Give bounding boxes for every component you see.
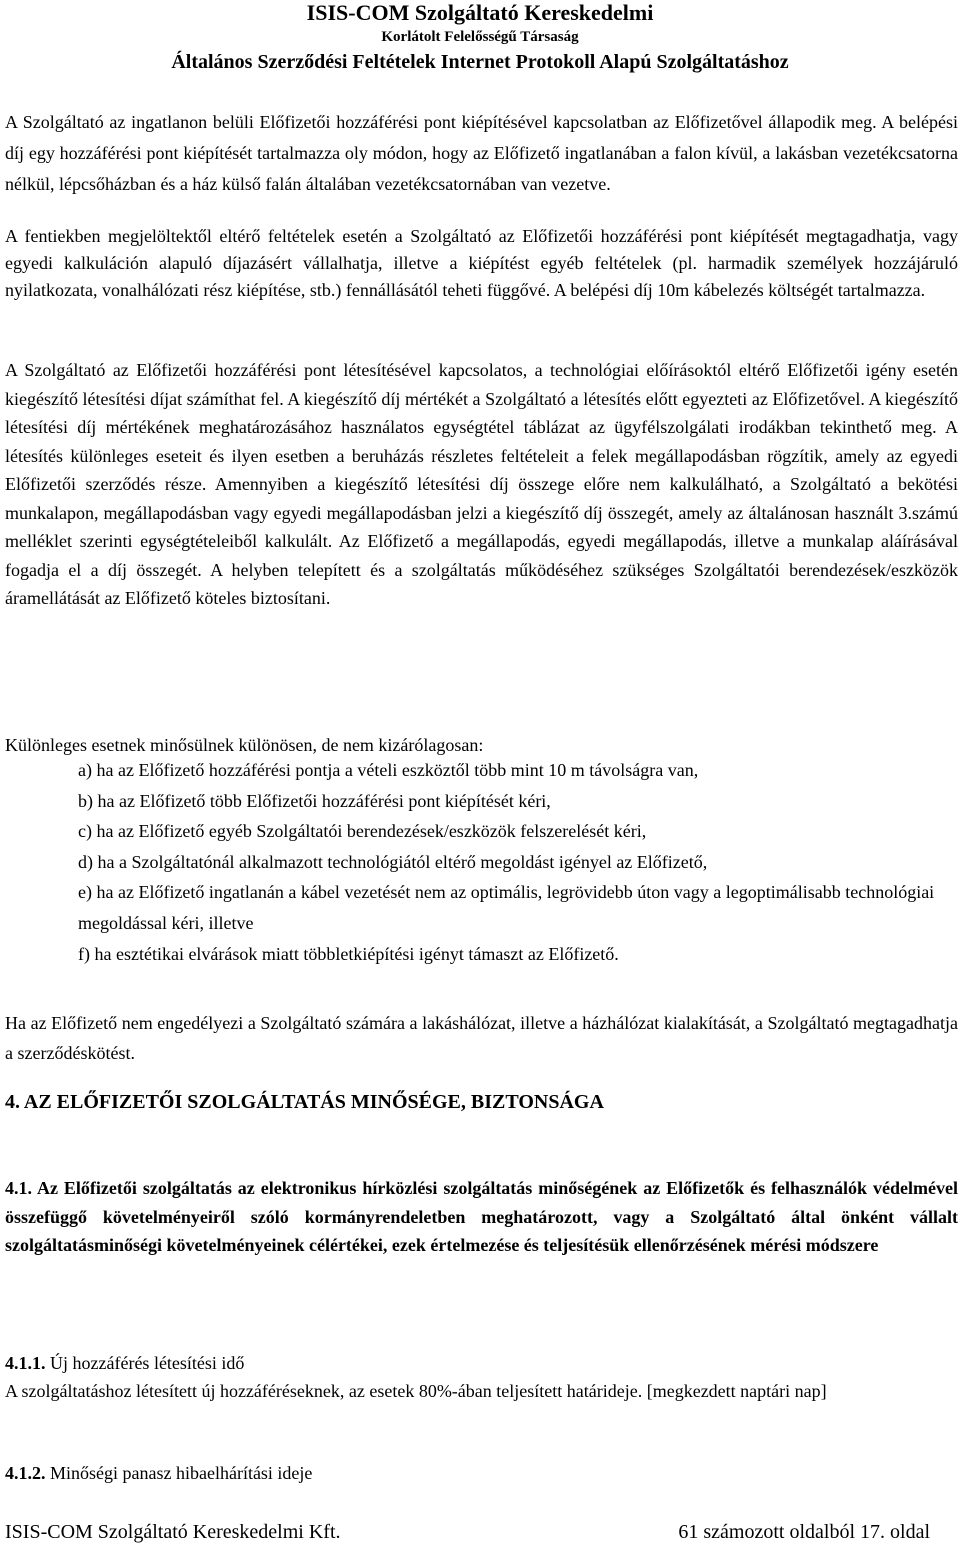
- subsection-4-1-1-heading: [5, 1349, 958, 1377]
- footer-company: ISIS-COM Szolgáltató Kereskedelmi Kft.: [5, 1521, 341, 1543]
- list-item: c) ha az Előfizető egyéb Szolgáltatói berendezések/eszközök felszerelését kéri,: [78, 821, 647, 842]
- subsection-4-1-1: [5, 1349, 958, 1405]
- subsection-4-1-1-text: A szolgáltatáshoz létesített új hozzáféréseknek, az esetek 80%-ában teljesített határideje. [megkezdett naptári nap]: [5, 1381, 827, 1401]
- paragraph-special-cases-intro: Különleges esetnek minősülnek különösen, de nem kizárólagosan:: [5, 735, 484, 755]
- subsection-heading-4-1: 4.1. Az Előfizetői szolgáltatás az elektronikus hírközlési szolgáltatás minőségének az Előfizetők és felhasználók védelmével összefüggő követelményeiről szóló kormányrendeletben meghatározott, vagy a Szolgáltató által önként vállalt szolgáltatásminőségi követelményeinek célértékei, ezek értelmezése és teljesítésük ellenőrzésének mérési módszere: [5, 1178, 958, 1255]
- subsection-4-1-2: [5, 1459, 958, 1487]
- paragraph-access-point: A Szolgáltató az ingatlanon belüli Előfizetői hozzáférési pont kiépítésével kapcsolatban az Előfizetővel állapodik meg. A belépési díj egy hozzáférési pont kiépítését tartalmazza oly módon, hogy az Előfizető ingatlanában a falon kívül, a lakásban vezetékcsatorna nélkül, lépcsőházban és a ház külső falán általában vezetékcsatornában van vezetve.: [5, 112, 958, 194]
- paragraph-network-refusal: Ha az Előfizető nem engedélyezi a Szolgáltató számára a lakáshálózat, illetve a házhálózat kialakítását, a Szolgáltató megtagadhatja a szerződéskötést.: [5, 1013, 958, 1063]
- section-heading-4: 4. AZ ELŐFIZETŐI SZOLGÁLTATÁS MINŐSÉGE, BIZTONSÁGA: [5, 1091, 604, 1113]
- paragraph-deviating-conditions: A fentiekben megjelöltektől eltérő feltételek esetén a Szolgáltató az Előfizetői hozzáférési pont kiépítését megtagadhatja, vagy egyedi kalkuláción alapuló díjazásért vállalhatja, illetve a kiépítést egyéb feltételek (pl. harmadik személyek hozzájáruló nyilatkozata, vonalhálózati rész kiépítése, stb.) fennállásától teheti függővé. A belépési díj 10m kábelezés költségét tartalmazza.: [5, 226, 958, 300]
- special-cases-list: [78, 755, 958, 969]
- list-item: b) ha az Előfizető több Előfizetői hozzáférési pont kiépítését kéri,: [78, 790, 551, 811]
- footer-page-number: 61 számozott oldalból 17. oldal: [678, 1521, 930, 1543]
- subsection-number: 4.1.1.: [5, 1353, 46, 1373]
- list-item: d) ha a Szolgáltatónál alkalmazott technológiától eltérő megoldást igényel az Előfizető,: [78, 851, 708, 872]
- list-item: f) ha esztétikai elvárások miatt többletkiépítési igényt támaszt az Előfizető.: [78, 943, 619, 964]
- subsection-number: 4.1.2.: [5, 1463, 46, 1483]
- paragraph-supplementary-fee: A Szolgáltató az Előfizetői hozzáférési pont létesítésével kapcsolatos, a technológiai előírásoktól eltérő Előfizetői igény esetén kiegészítő létesítési díjat számíthat fel. A kiegészítő díj mértékét a Szolgáltató a létesítés előtt egyezteti az Előfizetővel. A kiegészítő létesítési díj mértékének meghatározásához használatos egységtétel táblázat az ügyfélszolgálati irodákban tekinthető meg. A létesítés különleges eseteit és ilyen esetben a beruházás részletes feltételeit a felek megállapodásban rögzítik, amely az egyedi Előfizetői szerződés része. Amennyiben a kiegészítő létesítési díj összege előre nem kalkulálható, a Szolgáltató a bekötési munkalapon, megállapodásban vagy egyedi megállapodásban jelzi a kiegészítő díj összegét, amely az általánosan használt 3.számú melléklet szerinti egységtételeiből kalkulált. Az Előfizető a megállapodás, egyedi megállapodás, illetve a munkalap aláírásával fogadja el a díj összegét. A helyben telepített és a szolgáltatás működéséhez szükséges Szolgáltatói berendezések/eszközök áramellátását az Előfizető köteles biztosítani.: [5, 360, 958, 608]
- header-company: ISIS-COM Szolgáltató Kereskedelmi: [306, 0, 654, 25]
- list-item: a) ha az Előfizető hozzáférési pontja a vételi eszköztől több mint 10 m távolságra van,: [78, 760, 699, 780]
- subsection-title: Minőségi panasz hibaelhárítási ideje: [45, 1463, 313, 1483]
- list-item: e) ha az Előfizető ingatlanán a kábel vezetését nem az optimális, legrövidebb úton vagy a legoptimálisabb technológiai megoldással kéri, illetve: [78, 882, 935, 933]
- header-document-title: Általános Szerződési Feltételek Internet Protokoll Alapú Szolgáltatáshoz: [171, 51, 789, 73]
- header-company-type: Korlátolt Felelősségű Társaság: [381, 29, 579, 45]
- subsection-title: Új hozzáférés létesítési idő: [45, 1353, 245, 1373]
